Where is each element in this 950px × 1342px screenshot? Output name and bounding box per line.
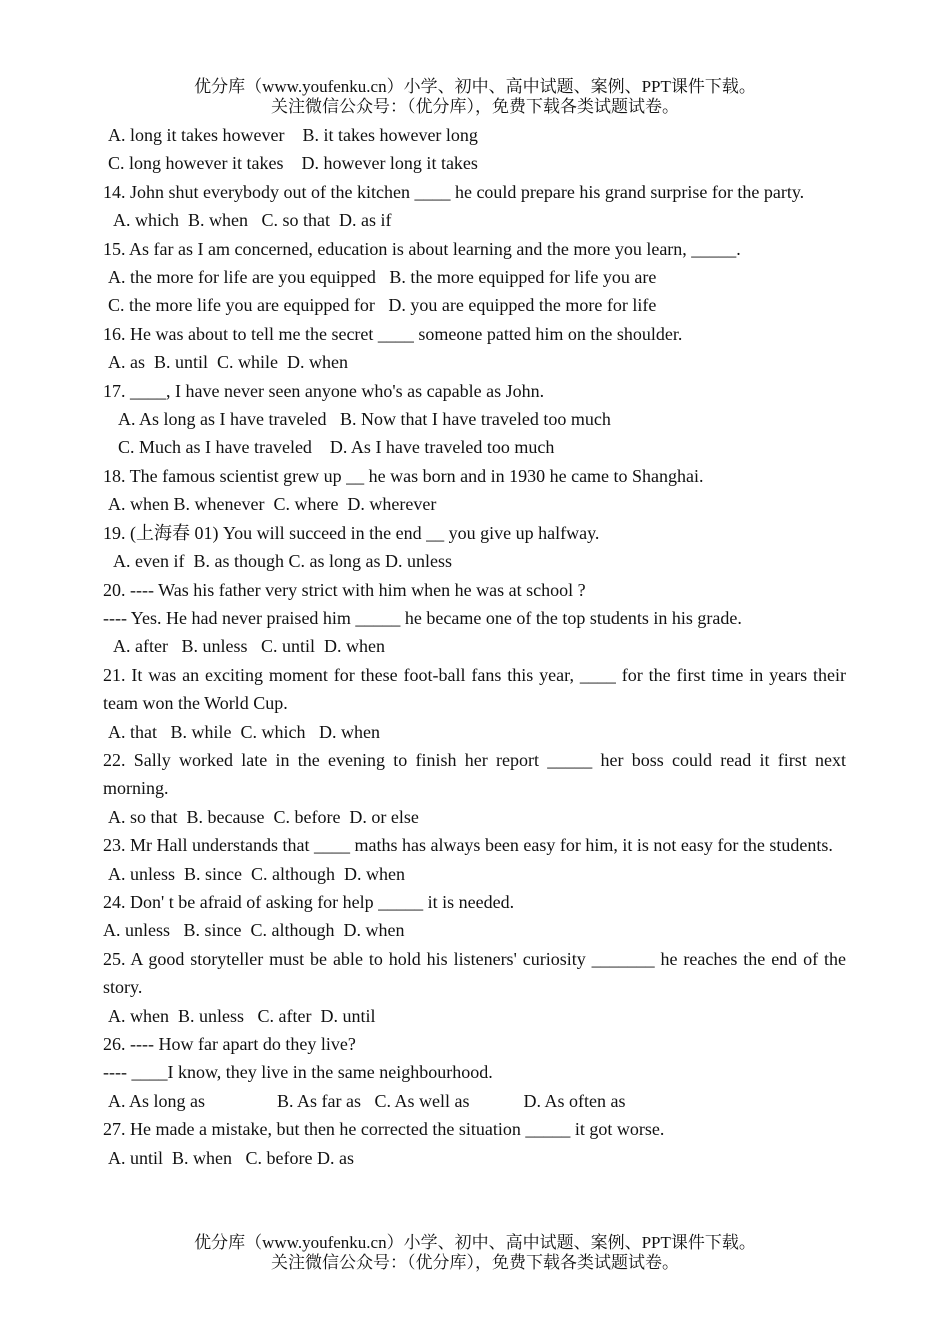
header-line-2: 关注微信公众号：（优分库），免费下载各类试题试卷。 [271,97,679,116]
question-20: 20. ---- Was his father very strict with him when he was at school ? [103,579,586,600]
page-header [0,77,950,117]
options-21: A. that B. while C. which D. when [108,721,380,742]
options-27: A. until B. when C. before D. as [108,1147,354,1168]
options-18: A. when B. whenever C. where D. wherever [108,494,437,515]
question-17: 17. ____, I have never seen anyone who's as capable as John. [103,380,545,401]
question-21: 21. It was an exciting moment for these foot-ball fans this year, ____ for the first time in years their team won the World Cup. [103,664,846,714]
options-22: A. so that B. because C. before D. or else [108,806,419,827]
question-23: 23. Mr Hall understands that ____ maths has always been easy for him, it is not easy for the students. [103,835,833,856]
question-26: 26. ---- How far apart do they live? [103,1034,356,1054]
question-15: 15. As far as I am concerned, education is about learning and the more you learn, _____. [103,238,741,259]
question-22: 22. Sally worked late in the evening to finish her report _____ her boss could read it first next morning. [103,749,846,799]
question-19: 19. (上海春 01) You will succeed in the end __ you give up halfway. [103,522,600,543]
options-26: A. As long as B. As far as C. As well as D. As often as [108,1090,626,1111]
options-14: A. which B. when C. so that D. as if [113,210,392,231]
question-16: 16. He was about to tell me the secret ____ someone patted him on the shoulder. [103,323,683,344]
options-15-line-2: C. the more life you are equipped for D. you are equipped the more for life [108,295,657,316]
options-25: A. when B. unless C. after D. until [108,1005,376,1026]
question-27: 27. He made a mistake, but then he corrected the situation _____ it got worse. [103,1119,665,1140]
question-18: 18. The famous scientist grew up __ he was born and in 1930 he came to Shanghai. [103,465,704,486]
options-15-line-1: A. the more for life are you equipped B. the more equipped for life you are [108,267,657,288]
options-17-line-2: C. Much as I have traveled D. As I have traveled too much [118,437,555,458]
options-19: A. even if B. as though C. as long as D. unless [113,551,452,572]
question-24: 24. Don' t be afraid of asking for help _____ it is needed. [103,891,515,912]
options-13-line-1: A. long it takes however B. it takes however long [108,125,478,145]
question-list [103,121,846,1172]
header-line-1: 优分库（www.youfenku.cn）小学、初中、高中试题、案例、PPT课件下载。 [194,77,756,96]
options-13-line-2: C. long however it takes D. however long it takes [108,153,478,174]
options-23: A. unless B. since C. although D. when [108,863,405,884]
question-25: 25. A good storyteller must be able to hold his listeners' curiosity _______ he reaches the end of the story. [103,948,846,998]
options-20: A. after B. unless C. until D. when [113,636,385,657]
question-26-reply: ---- ____I know, they live in the same neighbourhood. [103,1062,493,1083]
options-17-line-1: A. As long as I have traveled B. Now that I have traveled too much [118,409,611,430]
footer-line-2: 关注微信公众号：（优分库），免费下载各类试题试卷。 [271,1253,679,1272]
options-16: A. as B. until C. while D. when [108,352,348,373]
question-20-reply: ---- Yes. He had never praised him _____ he became one of the top students in his grade. [103,607,742,628]
options-24: A. unless B. since C. although D. when [103,920,405,941]
question-14: 14. John shut everybody out of the kitchen ____ he could prepare his grand surprise for the party. [103,181,805,202]
footer-line-1: 优分库（www.youfenku.cn）小学、初中、高中试题、案例、PPT课件下载。 [194,1233,756,1252]
page-footer [0,1233,950,1273]
